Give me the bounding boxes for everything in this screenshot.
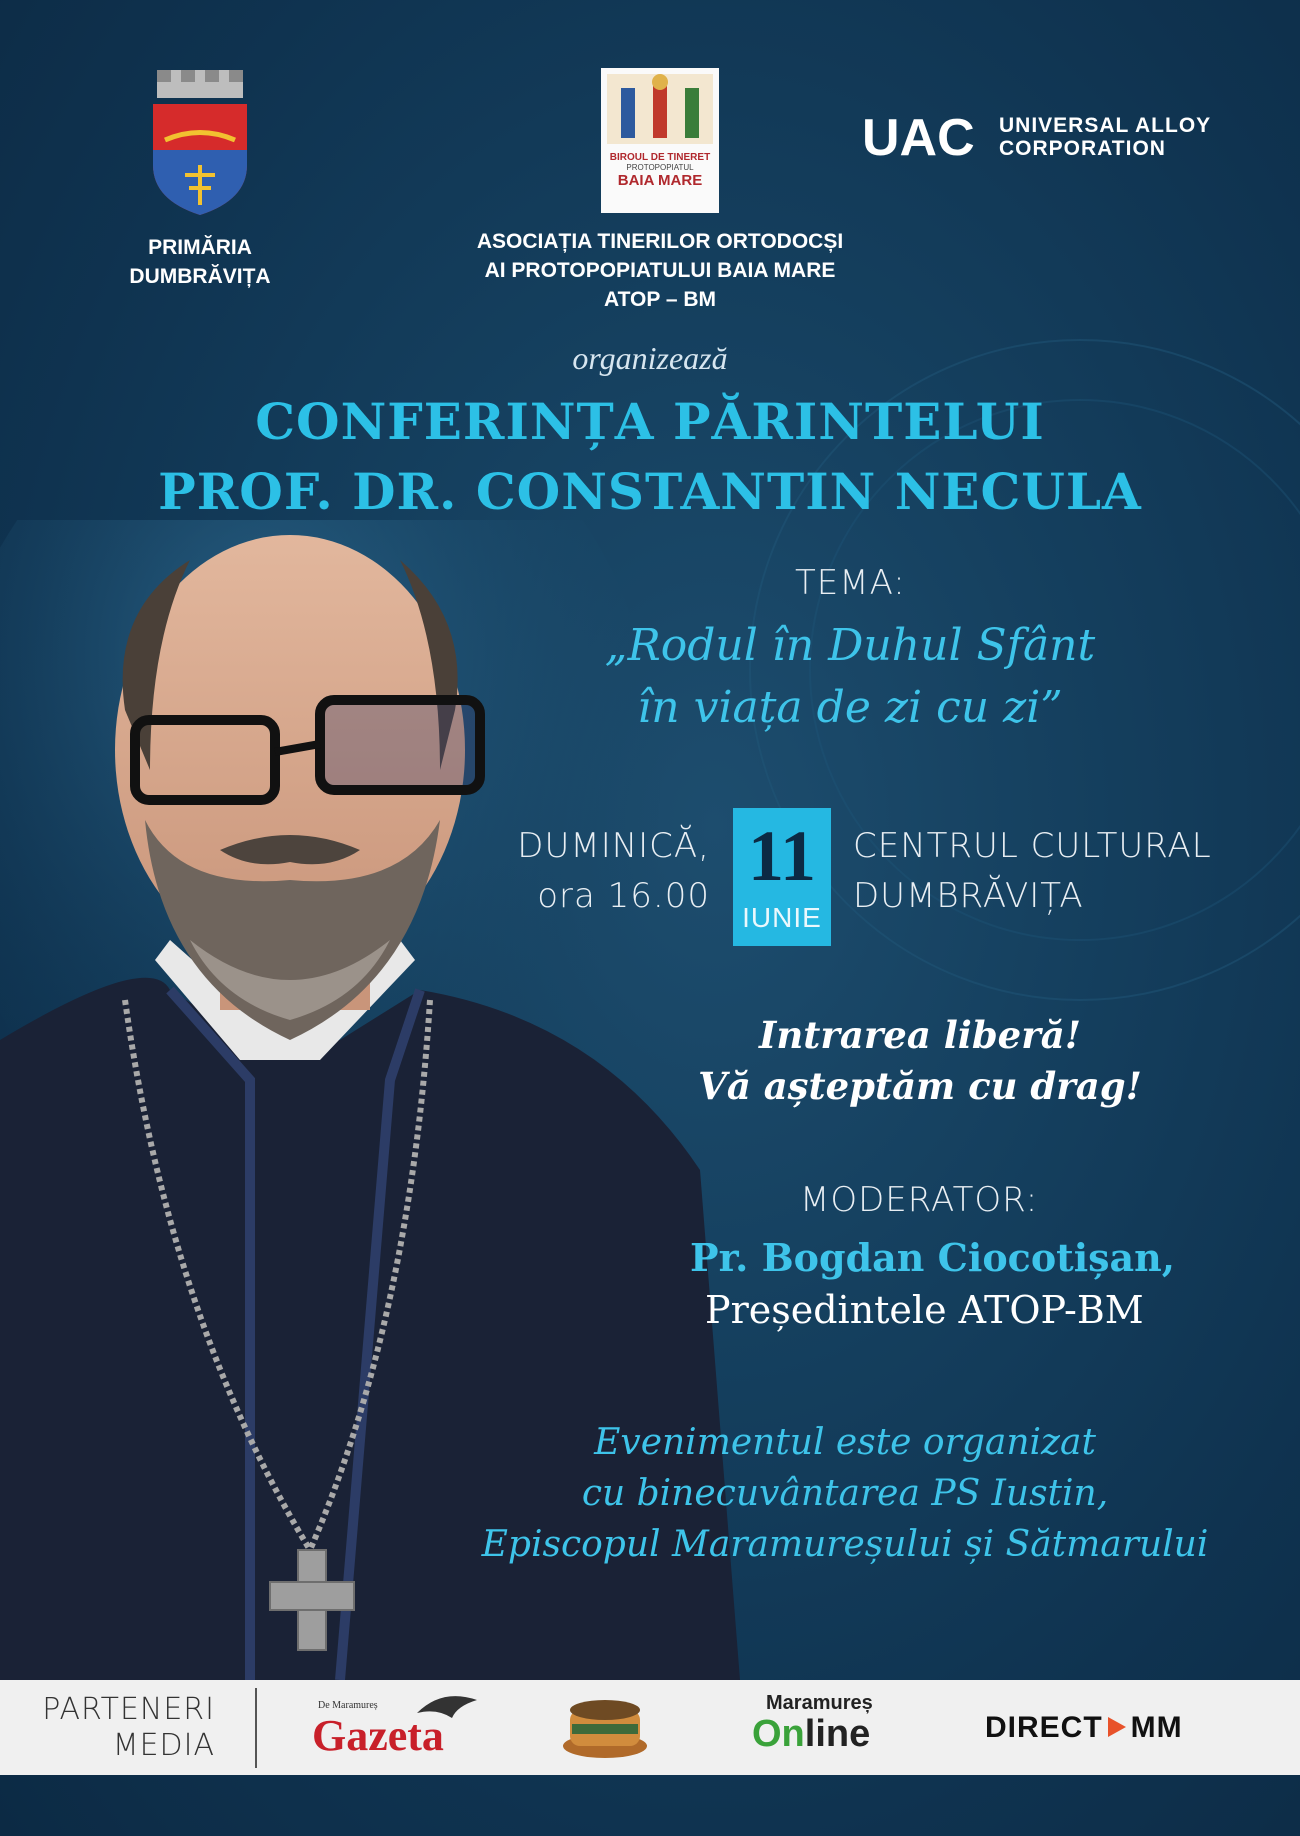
organizes-label: organizează (572, 340, 728, 376)
direct-mm-label: MM (1130, 1711, 1183, 1744)
title-line2: PROF. DR. CONSTANTIN NECULA (158, 462, 1142, 521)
blessing-line2: cu binecuvântarea PS Iustin, (581, 1473, 1109, 1514)
date-box (733, 808, 831, 946)
venue-line2: DUMBRĂVIȚA (853, 876, 1084, 916)
partners-label-line1: PARTENERI (42, 1692, 215, 1727)
moderator-label: MODERATOR: (800, 1180, 1039, 1220)
partner-gazeta[interactable] (312, 1688, 492, 1768)
direct-label: DIRECT (985, 1711, 1103, 1744)
org-primaria (100, 70, 300, 291)
biroul-de-tineret-logo (601, 68, 719, 213)
venue-line1: CENTRUL CULTURAL (853, 826, 1212, 866)
uac-line2: CORPORATION (999, 137, 1166, 160)
biroul-logo-line1: BIROUL DE TINERET (609, 152, 711, 163)
icon-saints-icon (601, 68, 719, 148)
gazeta-small: De Maramureș (318, 1700, 378, 1711)
title-line1: CONFERINȚA PĂRINTELUI (255, 392, 1045, 451)
primaria-line1: PRIMĂRIA (148, 236, 252, 259)
org-uac (862, 109, 1242, 172)
welcome-line1: Intrarea liberă! (759, 1013, 1081, 1057)
uac-line1: UNIVERSAL ALLOY (999, 114, 1212, 137)
footer-divider (255, 1688, 257, 1768)
date-day: 11 (747, 816, 817, 896)
theme-label: TEMA: (795, 563, 906, 603)
atop-line2: AI PROTOPOPIATULUI BAIA MARE (484, 259, 836, 282)
blessing-line1: Evenimentul este organizat (594, 1422, 1096, 1463)
date-month: IUNIE (742, 902, 822, 933)
atop-line1: ASOCIAȚIA TINERILOR ORTODOCȘI (476, 230, 844, 253)
maramures-online-line: line (804, 1713, 871, 1755)
primaria-line2: DUMBRĂVIȚA (129, 265, 271, 288)
blessing-line3: Episcopul Maramureșului și Sătmarului (481, 1524, 1209, 1565)
dumbravita-coat-of-arms-icon (145, 70, 255, 215)
biroul-logo-line3: BAIA MARE (617, 172, 703, 189)
play-arrow-icon (1106, 1715, 1128, 1739)
partners-label (20, 1692, 215, 1764)
biroul-logo-line2: PROTOPOPIATUL (626, 163, 694, 172)
moderator-name: Pr. Bogdan Ciocotișan, (690, 1235, 1176, 1280)
media-partners-bar (0, 1680, 1300, 1775)
theme-line2: în viața de zi cu zi” (637, 682, 1063, 733)
welcome-line2: Vă așteptăm cu drag! (698, 1064, 1142, 1108)
maramures-online-on: On (752, 1713, 805, 1755)
day-name: DUMINICĂ, (517, 826, 710, 866)
maramures-tv-logo-icon[interactable] (560, 1696, 650, 1762)
partner-maramures-online[interactable] (752, 1692, 897, 1767)
partner-direct-mm[interactable] (985, 1708, 1245, 1748)
org-atop-bm (430, 68, 890, 314)
theme-line1: „Rodul în Duhul Sfânt (604, 620, 1096, 671)
event-time: ora 16.00 (537, 876, 710, 916)
moderator-role: Președintele ATOP-BM (705, 1288, 1144, 1332)
gazeta-label: Gazeta (312, 1711, 444, 1760)
atop-line3: ATOP – BM (603, 288, 717, 311)
partners-label-line2: MEDIA (112, 1728, 215, 1763)
maramures-online-top: Maramureș (766, 1692, 873, 1714)
uac-mark: UAC (862, 109, 975, 167)
